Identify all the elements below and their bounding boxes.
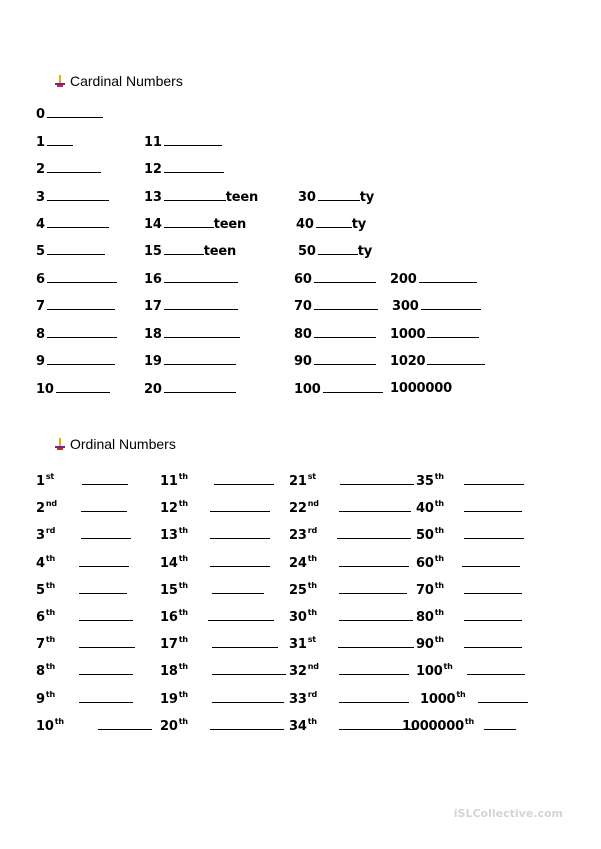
answer-blank[interactable] [419, 271, 477, 283]
candle-icon [54, 74, 66, 88]
ordinal-heading [54, 436, 176, 452]
number-label: 70 [294, 299, 312, 314]
number-label: 15 [160, 583, 178, 598]
watermark: iSLCollective.com [453, 807, 563, 820]
ordinal-item [160, 551, 270, 572]
answer-blank[interactable] [314, 326, 376, 338]
answer-blank[interactable] [164, 353, 236, 365]
cardinal-item [36, 189, 109, 206]
number-label: 2 [36, 501, 45, 516]
number-label: 7 [36, 637, 45, 652]
number-label: 60 [294, 272, 312, 287]
ordinal-suffix: st [45, 472, 55, 481]
answer-blank[interactable] [212, 636, 278, 648]
answer-blank[interactable] [314, 298, 378, 310]
ordinal-item [416, 523, 524, 544]
number-label: 7 [36, 299, 45, 314]
cardinal-item [144, 353, 236, 370]
number-label: 22 [289, 501, 307, 516]
number-label: 1 [36, 474, 45, 489]
ordinal-suffix: th [45, 690, 55, 699]
ordinal-item [36, 659, 133, 680]
answer-blank[interactable] [212, 582, 264, 594]
answer-blank[interactable] [164, 326, 240, 338]
number-label: 100 [416, 664, 443, 679]
answer-blank[interactable] [464, 473, 524, 485]
number-label: 18 [160, 664, 178, 679]
ordinal-suffix: th [434, 526, 444, 535]
ordinal-item [160, 496, 270, 517]
number-label: 4 [36, 217, 45, 232]
ordinal-suffix: th [307, 608, 317, 617]
cardinal-item [390, 353, 485, 370]
answer-blank[interactable] [47, 326, 117, 338]
number-label: 20 [160, 719, 178, 734]
cardinal-item [296, 216, 366, 233]
answer-blank[interactable] [316, 216, 352, 228]
ordinal-suffix: th [434, 608, 444, 617]
ordinal-item [416, 469, 524, 490]
ordinal-item [289, 469, 414, 490]
answer-blank[interactable] [339, 691, 409, 703]
answer-blank[interactable] [339, 582, 407, 594]
cardinal-item [36, 381, 110, 398]
number-label: 9 [36, 692, 45, 707]
ordinal-suffix: th [178, 526, 188, 535]
number-label: 8 [36, 664, 45, 679]
number-label: 1000000 [390, 381, 452, 396]
ordinal-item [416, 496, 522, 517]
ordinal-suffix: th [464, 717, 475, 726]
ordinal-suffix: st [307, 472, 316, 481]
ordinal-suffix: th [178, 499, 188, 508]
number-label: 1 [36, 135, 45, 150]
ordinal-item [160, 605, 274, 626]
answer-blank[interactable] [214, 473, 274, 485]
answer-blank[interactable] [47, 106, 103, 118]
cardinal-heading-text: Cardinal Numbers [70, 73, 183, 89]
answer-blank[interactable] [208, 609, 274, 621]
ordinal-item [36, 551, 129, 572]
ordinal-suffix: nd [307, 499, 319, 508]
ordinal-suffix: th [434, 554, 444, 563]
number-label: 14 [144, 217, 162, 232]
answer-blank[interactable] [339, 609, 413, 621]
cardinal-item [392, 298, 481, 315]
ordinal-item [36, 714, 152, 735]
ordinal-item [416, 551, 520, 572]
number-label: 24 [289, 556, 307, 571]
answer-blank[interactable] [164, 298, 238, 310]
answer-blank[interactable] [464, 636, 522, 648]
ordinal-suffix: th [45, 635, 55, 644]
ordinal-suffix: th [45, 608, 55, 617]
answer-blank[interactable] [427, 326, 479, 338]
ordinal-item [289, 714, 415, 735]
number-label: 31 [289, 637, 307, 652]
cardinal-item [36, 216, 109, 233]
answer-blank[interactable] [47, 216, 109, 228]
ordinal-suffix: th [178, 472, 188, 481]
answer-blank[interactable] [210, 718, 284, 730]
cardinal-item [144, 326, 240, 343]
ordinal-item [36, 687, 133, 708]
ordinal-suffix: nd [307, 662, 319, 671]
ordinal-suffix: th [178, 635, 188, 644]
ordinal-item [289, 551, 409, 572]
number-label: 11 [160, 474, 178, 489]
ordinal-item [289, 523, 411, 544]
cardinal-item [390, 381, 452, 397]
answer-blank[interactable] [164, 134, 222, 146]
ordinal-item [289, 687, 409, 708]
ordinal-item [160, 687, 284, 708]
ordinal-item [160, 632, 278, 653]
ordinal-item [289, 659, 409, 680]
number-label: 19 [144, 354, 162, 369]
ordinal-item [160, 578, 264, 599]
number-label: 10 [36, 719, 54, 734]
number-label: 1000000 [402, 719, 464, 734]
answer-blank[interactable] [98, 718, 152, 730]
answer-blank[interactable] [338, 636, 414, 648]
cardinal-item [36, 326, 117, 343]
ordinal-suffix: th [178, 608, 188, 617]
answer-blank[interactable] [79, 555, 129, 567]
number-label: 17 [160, 637, 178, 652]
ordinal-suffix: st [307, 635, 316, 644]
number-label: 80 [294, 327, 312, 342]
answer-blank[interactable] [82, 473, 128, 485]
answer-blank[interactable] [81, 527, 131, 539]
number-label: 40 [296, 217, 314, 232]
ordinal-suffix: th [434, 499, 444, 508]
ordinal-item [160, 469, 274, 490]
number-label: 35 [416, 474, 434, 489]
number-label: 100 [294, 382, 321, 397]
answer-blank[interactable] [79, 691, 133, 703]
number-label: 300 [392, 299, 419, 314]
number-label: 34 [289, 719, 307, 734]
answer-blank[interactable] [212, 663, 286, 675]
ordinal-suffix: th [178, 554, 188, 563]
cardinal-item [144, 243, 236, 260]
ordinal-suffix: th [434, 472, 444, 481]
answer-blank[interactable] [318, 189, 360, 201]
cardinal-item [294, 271, 376, 288]
cardinal-item [390, 271, 477, 288]
number-label: 50 [416, 528, 434, 543]
cardinal-item [144, 381, 236, 398]
ordinal-suffix: th [434, 581, 444, 590]
ordinal-item [416, 659, 525, 680]
answer-blank[interactable] [340, 473, 414, 485]
ordinal-item [289, 578, 407, 599]
number-label: 11 [144, 135, 162, 150]
answer-blank[interactable] [164, 216, 214, 228]
ordinal-suffix: th [54, 717, 64, 726]
answer-blank[interactable] [210, 527, 270, 539]
number-label: 6 [36, 272, 45, 287]
number-label: 60 [416, 556, 434, 571]
number-label: 21 [289, 474, 307, 489]
answer-blank[interactable] [79, 636, 135, 648]
number-label: 1020 [390, 354, 426, 369]
number-label: 19 [160, 692, 178, 707]
number-label: 10 [36, 382, 54, 397]
answer-blank[interactable] [47, 189, 109, 201]
number-label: 2 [36, 162, 45, 177]
answer-blank[interactable] [164, 189, 226, 201]
number-label: 70 [416, 583, 434, 598]
answer-blank[interactable] [47, 298, 115, 310]
answer-blank[interactable] [323, 381, 383, 393]
number-label: 0 [36, 107, 45, 122]
number-label: 18 [144, 327, 162, 342]
answer-blank[interactable] [79, 582, 127, 594]
answer-blank[interactable] [337, 527, 411, 539]
answer-blank[interactable] [47, 353, 115, 365]
number-label: 33 [289, 692, 307, 707]
cardinal-item [36, 134, 73, 151]
answer-blank[interactable] [81, 500, 127, 512]
ordinal-item [416, 605, 522, 626]
cardinal-item [36, 353, 115, 370]
number-label: 1000 [420, 692, 456, 707]
cardinal-item [144, 134, 222, 151]
answer-blank[interactable] [339, 663, 409, 675]
ordinal-item [416, 632, 522, 653]
answer-blank[interactable] [47, 243, 105, 255]
number-label: 30 [298, 190, 316, 205]
ordinal-item [416, 578, 522, 599]
answer-blank[interactable] [210, 500, 270, 512]
answer-blank[interactable] [467, 663, 525, 675]
answer-blank[interactable] [47, 134, 73, 146]
answer-blank[interactable] [47, 161, 101, 173]
ordinal-item [36, 605, 133, 626]
answer-blank[interactable] [484, 718, 516, 730]
number-label: 30 [289, 610, 307, 625]
cardinal-item [294, 353, 376, 370]
ordinal-item [36, 496, 127, 517]
ordinal-suffix: th [178, 690, 188, 699]
answer-blank[interactable] [464, 582, 522, 594]
number-label: 15 [144, 244, 162, 259]
ordinal-item [402, 714, 516, 735]
suffix-label: teen [213, 217, 247, 232]
cardinal-item [294, 298, 378, 315]
number-label: 80 [416, 610, 434, 625]
number-label: 12 [160, 501, 178, 516]
cardinal-item [144, 189, 258, 206]
number-label: 14 [160, 556, 178, 571]
ordinal-suffix: th [443, 662, 453, 671]
answer-blank[interactable] [210, 555, 270, 567]
ordinal-suffix: th [45, 554, 55, 563]
number-label: 12 [144, 162, 162, 177]
ordinal-item [289, 496, 411, 517]
number-label: 5 [36, 583, 45, 598]
number-label: 17 [144, 299, 162, 314]
number-label: 5 [36, 244, 45, 259]
cardinal-item [294, 326, 376, 343]
number-label: 9 [36, 354, 45, 369]
cardinal-item [36, 298, 115, 315]
ordinal-item [160, 714, 284, 735]
cardinal-item [144, 161, 224, 178]
cardinal-item [298, 189, 374, 206]
suffix-label: ty [357, 244, 372, 259]
cardinal-item [294, 381, 383, 398]
answer-blank[interactable] [318, 243, 358, 255]
number-label: 13 [160, 528, 178, 543]
number-label: 6 [36, 610, 45, 625]
ordinal-suffix: rd [307, 526, 317, 535]
number-label: 200 [390, 272, 417, 287]
number-label: 25 [289, 583, 307, 598]
ordinal-suffix: rd [45, 526, 56, 535]
ordinal-suffix: th [178, 717, 188, 726]
answer-blank[interactable] [212, 691, 284, 703]
answer-blank[interactable] [79, 663, 133, 675]
ordinal-heading-text: Ordinal Numbers [70, 436, 176, 452]
suffix-label: teen [225, 190, 259, 205]
ordinal-suffix: th [307, 717, 317, 726]
ordinal-item [36, 632, 135, 653]
answer-blank[interactable] [79, 609, 133, 621]
cardinal-item [144, 216, 246, 233]
ordinal-item [36, 578, 127, 599]
ordinal-suffix: th [45, 581, 55, 590]
answer-blank[interactable] [164, 161, 224, 173]
ordinal-suffix: th [307, 554, 317, 563]
ordinal-item [160, 659, 286, 680]
cardinal-item [144, 298, 238, 315]
answer-blank[interactable] [56, 381, 110, 393]
ordinal-item [289, 632, 414, 653]
number-label: 16 [160, 610, 178, 625]
number-label: 3 [36, 190, 45, 205]
cardinal-item [390, 326, 479, 343]
cardinal-item [36, 271, 117, 288]
ordinal-item [289, 605, 413, 626]
number-label: 90 [294, 354, 312, 369]
number-label: 23 [289, 528, 307, 543]
number-label: 1000 [390, 327, 426, 342]
cardinal-item [298, 243, 372, 260]
number-label: 3 [36, 528, 45, 543]
cardinal-item [36, 106, 103, 123]
ordinal-suffix: nd [45, 499, 57, 508]
number-label: 40 [416, 501, 434, 516]
number-label: 90 [416, 637, 434, 652]
answer-blank[interactable] [314, 271, 376, 283]
answer-blank[interactable] [462, 555, 520, 567]
suffix-label: ty [351, 217, 366, 232]
ordinal-suffix: th [178, 581, 188, 590]
answer-blank[interactable] [478, 691, 528, 703]
ordinal-suffix: th [45, 662, 55, 671]
ordinal-suffix: th [178, 662, 188, 671]
number-label: 50 [298, 244, 316, 259]
cardinal-item [36, 161, 101, 178]
number-label: 32 [289, 664, 307, 679]
suffix-label: ty [359, 190, 374, 205]
candle-icon [54, 437, 66, 451]
suffix-label: teen [203, 244, 237, 259]
answer-blank[interactable] [164, 243, 204, 255]
answer-blank[interactable] [421, 298, 481, 310]
ordinal-item [160, 523, 270, 544]
ordinal-suffix: th [456, 690, 466, 699]
number-label: 8 [36, 327, 45, 342]
number-label: 16 [144, 272, 162, 287]
cardinal-heading [54, 73, 183, 89]
ordinal-suffix: th [307, 581, 317, 590]
number-label: 20 [144, 382, 162, 397]
cardinal-item [144, 271, 238, 288]
ordinal-item [36, 469, 128, 490]
answer-blank[interactable] [464, 609, 522, 621]
answer-blank[interactable] [339, 555, 409, 567]
ordinal-item [36, 523, 131, 544]
answer-blank[interactable] [464, 500, 522, 512]
answer-blank[interactable] [164, 271, 238, 283]
ordinal-suffix: th [434, 635, 444, 644]
answer-blank[interactable] [427, 353, 485, 365]
answer-blank[interactable] [314, 353, 376, 365]
number-label: 13 [144, 190, 162, 205]
cardinal-item [36, 243, 105, 260]
answer-blank[interactable] [47, 271, 117, 283]
answer-blank[interactable] [339, 500, 411, 512]
ordinal-suffix: rd [307, 690, 317, 699]
answer-blank[interactable] [464, 527, 524, 539]
number-label: 4 [36, 556, 45, 571]
answer-blank[interactable] [164, 381, 236, 393]
ordinal-item [420, 687, 528, 708]
